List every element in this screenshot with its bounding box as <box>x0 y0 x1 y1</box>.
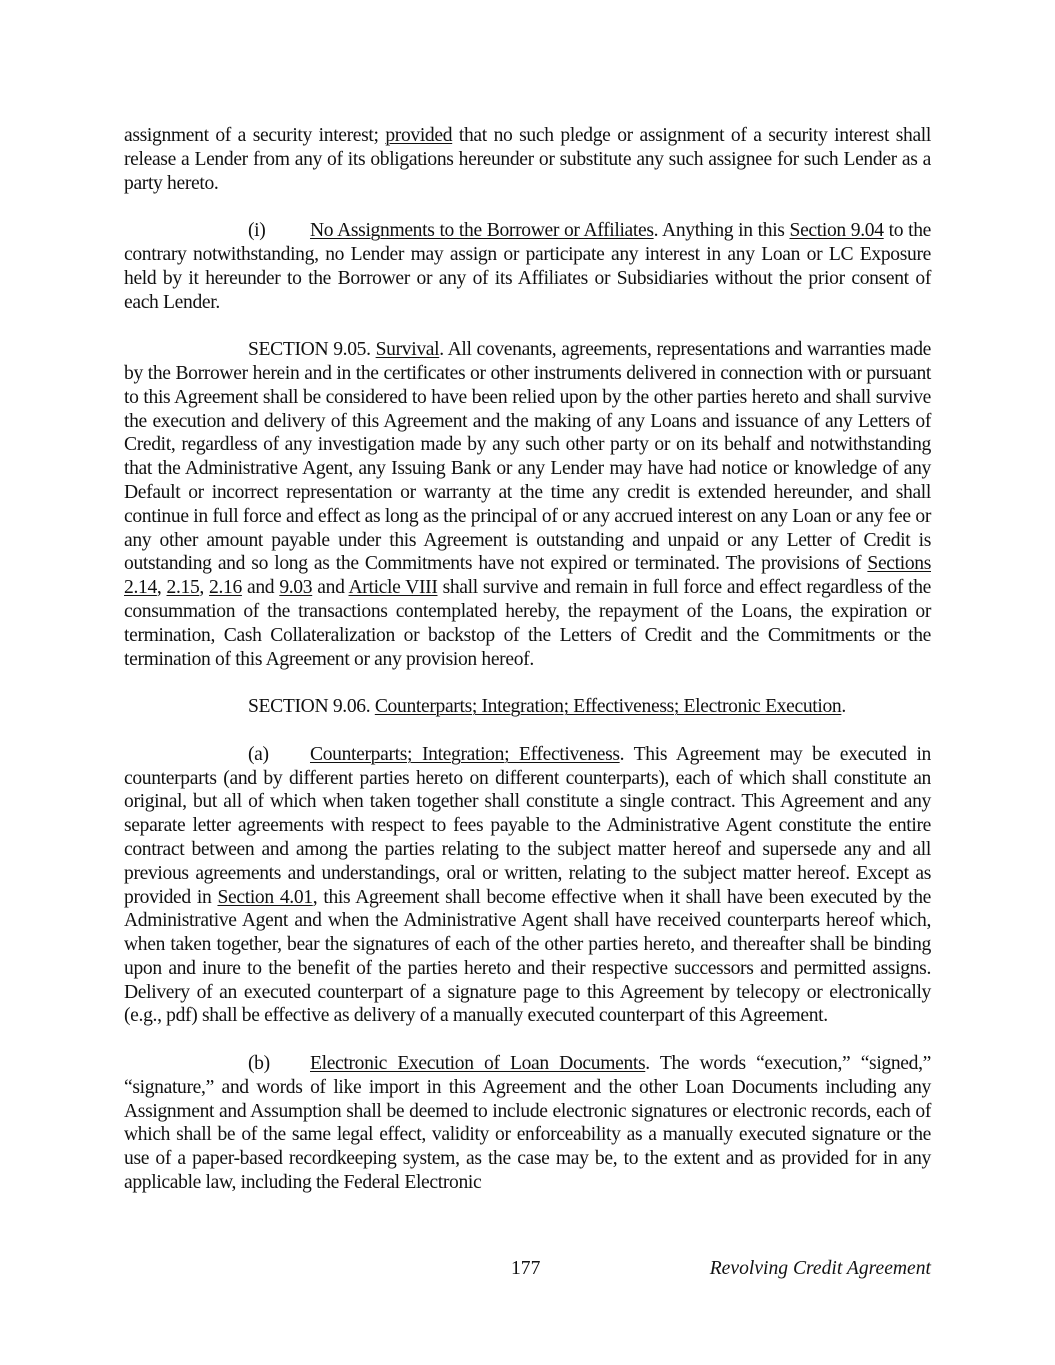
page-number: 177 <box>511 1258 541 1279</box>
section-reference-link[interactable]: Section 9.04 <box>789 220 884 242</box>
provided-term: provided <box>385 125 453 146</box>
section-9-05: SECTION 9.05. Survival. All covenants, agreements, representations and warranties made by the Borrower herein and in the certificates or other instruments delivered in connection with or pursuant to this Agreement shall be considered to have been relied upon by the other parties hereto and shall survive the execution and delivery of this Agreement and the making of any Loans and issuance of any Letters of Credit, regardless of any investigation made by any such other party or on its behalf and notwithstanding that the Administrative Agent, any Issuing Bank or any Lender may have had notice or knowledge of any Default or incorrect representation or warranty at the time any credit is extended hereunder, and shall continue in full force and effect as long as the principal of or any accrued interest on any Loan or any fee or any other amount payable under this Agreement is outstanding and unpaid or any Letter of Credit is outstanding and so long as the Commitments have not expired or terminated. The provisions of Sections 2.14, 2.15, 2.16 and 9.03 and Article VIII shall survive and remain in full force and effect regardless of the consummation of the transactions contemplated hereby, the repayment of the Loans, the expiration or termination, Cash Collateralization or backstop of the Letters of Credit and the Commitments or the termination of this Agreement or any provision hereof. <box>124 339 931 670</box>
section-label: SECTION 9.06. <box>248 696 375 718</box>
subsection-b: (b) Electronic Execution of Loan Documents. The words “execution,” “signed,” “signature,” and words of like import in this Agreement and the other Loan Documents including any Assignment and Assumption shall be deemed to include electronic signatures or electronic records, each of which shall be of the same legal effect, validity or enforceability as a manually executed signature or the use of a paper-based recordkeeping system, as the case may be, to the extent and as provided for in any applicable law, including the Federal Electronic <box>124 1053 931 1194</box>
document-page <box>124 124 931 1219</box>
section-label: SECTION 9.05. <box>248 339 376 361</box>
subsection-marker: (a) <box>248 743 269 765</box>
page-footer <box>124 1257 931 1281</box>
section-9-06-heading: SECTION 9.06. Counterparts; Integration; Effectiveness; Electronic Execution. <box>248 696 846 718</box>
document-title: Revolving Credit Agreement <box>709 1258 931 1279</box>
article-reference-link[interactable]: Article VIII <box>348 577 438 599</box>
section-reference-link[interactable]: 2.16 <box>209 577 242 599</box>
subsection-marker: (b) <box>248 1053 270 1075</box>
subsection-i: (i) No Assignments to the Borrower or Affiliates. Anything in this Section 9.04 to the contrary notwithstanding, no Lender may assign or participate any interest in any Loan or LC Exposure held by it hereunder to the Borrower or any of its Affiliates or Subsidiaries without the prior consent of each Lender. <box>124 220 931 313</box>
subsection-title: No Assignments to the Borrower or Affiliates <box>310 220 654 242</box>
subsection-a: (a) Counterparts; Integration; Effectiveness. This Agreement may be executed in counterparts (and by different parties hereto on different counterparts), each of which shall constitute an original, but all of which when taken together shall constitute a single contract. This Agreement and any separate letter agreements with respect to fees payable to the Administrative Agent constitute the entire contract between and among the parties relating to the subject matter hereof and supersede any and all previous agreements and understandings, oral or written, relating to the subject matter hereof. Except as provided in Section 4.01, this Agreement shall become effective when it shall have been executed by the Administrative Agent and when the Administrative Agent shall have received counterparts hereof which, when taken together, bear the signatures of each of the other parties hereto, and thereafter shall be binding upon and inure to the benefit of the parties hereto and their respective successors and permitted assigns. Delivery of an executed counterpart of a signature page to this Agreement by telecopy or electronically (e.g., pdf) shall be effective as delivery of a manually executed counterpart of this Agreement. <box>124 743 931 1027</box>
subsection-title: Electronic Execution of Loan Documents <box>310 1053 646 1075</box>
continuation-paragraph: assignment of a security interest; provided that no such pledge or assignment of a security interest shall release a Lender from any of its obligations hereunder or substitute any such assignee for such Lender as a party hereto. <box>124 125 931 194</box>
section-reference-link[interactable]: Sections 2.14 <box>124 553 931 599</box>
subsection-marker: (i) <box>248 220 266 242</box>
section-reference-link[interactable]: Section 4.01 <box>217 886 313 908</box>
section-title: Survival <box>375 339 440 361</box>
section-reference-link[interactable]: 9.03 <box>279 577 313 599</box>
section-title: Counterparts; Integration; Effectiveness; Electronic Execution <box>374 696 842 718</box>
section-reference-link[interactable]: 2.15 <box>166 577 200 599</box>
subsection-title: Counterparts; Integration; Effectiveness <box>310 743 620 765</box>
